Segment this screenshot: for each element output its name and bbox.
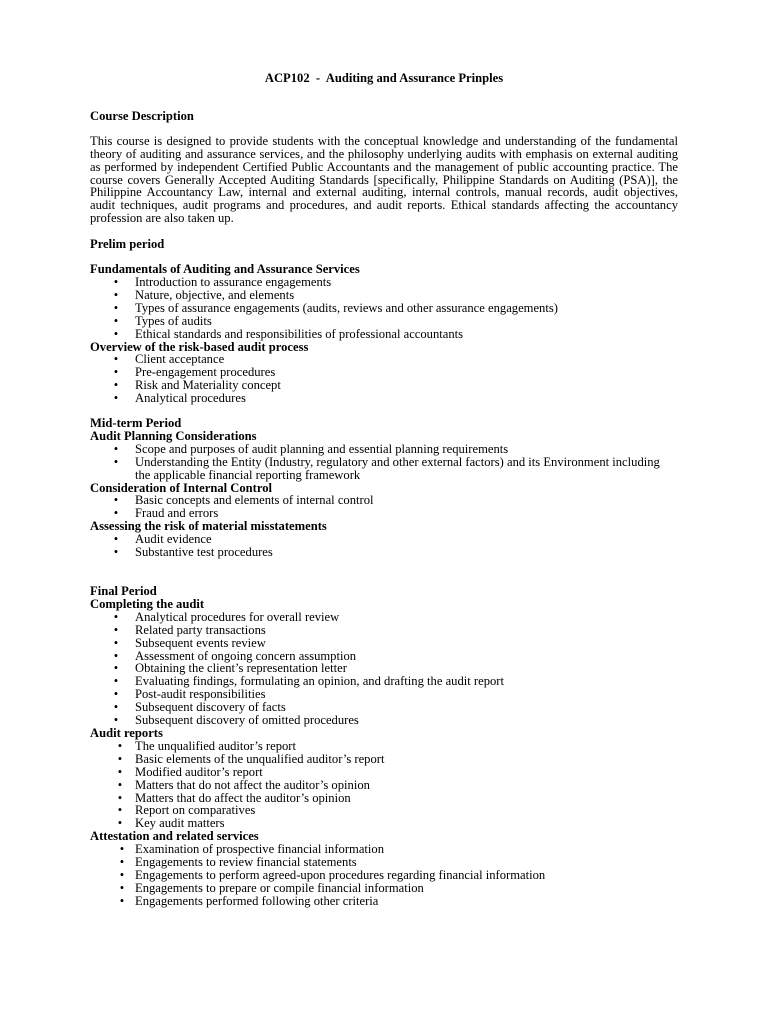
bullet-icon: •: [113, 365, 119, 380]
bullet-icon: •: [113, 274, 119, 289]
bullet-icon: •: [119, 880, 125, 895]
list-item: • Subsequent discovery of facts: [90, 701, 678, 714]
list-item: • Types of assurance engagements (audits, reviews and other assurance engagements): [90, 302, 678, 315]
bullet-icon: •: [117, 816, 123, 831]
list-item: • Engagements to prepare or compile financial information: [90, 882, 678, 895]
bullet-icon: •: [117, 790, 123, 805]
list-item: • Understanding the Entity (Industry, regulatory and other external factors) and its Environment including the applicable financial reporting framework: [90, 456, 678, 482]
bullet-icon: •: [113, 326, 119, 341]
midterm-heading: Mid-term Period: [90, 416, 182, 431]
topic-title: Audit Planning Considerations: [90, 428, 257, 443]
topic-title: Completing the audit: [90, 596, 205, 611]
document-page: [90, 72, 678, 908]
topic-title: Fundamentals of Auditing and Assurance Services: [90, 262, 360, 277]
bullet-icon: •: [117, 803, 123, 818]
list-item: • Audit evidence: [90, 533, 678, 546]
bullet-icon: •: [113, 661, 119, 676]
final-heading: Final Period: [90, 584, 157, 598]
bullet-icon: •: [113, 506, 119, 521]
bullet-icon: •: [113, 700, 119, 715]
bullet-icon: •: [113, 300, 119, 315]
bullet-icon: •: [113, 713, 119, 728]
bullet-icon: •: [117, 764, 123, 779]
bullet-icon: •: [113, 391, 119, 406]
list-item: • Related party transactions: [90, 624, 678, 637]
list-item: • Post-audit responsibilities: [90, 688, 678, 701]
bullet-icon: •: [119, 893, 125, 908]
list-item: • Risk and Materiality concept: [90, 379, 678, 392]
list-item: • Examination of prospective financial information: [90, 843, 678, 856]
list-item: • Key audit matters: [90, 817, 678, 830]
list-item: • Report on comparatives: [90, 804, 678, 817]
list-item: • Pre-engagement procedures: [90, 366, 678, 379]
bullet-icon: •: [113, 378, 119, 393]
topic-title: Overview of the risk-based audit process: [90, 339, 309, 354]
bullet-icon: •: [113, 648, 119, 663]
bullet-icon: •: [113, 441, 119, 456]
bullet-icon: •: [117, 777, 123, 792]
bullet-icon: •: [119, 867, 125, 882]
topic-title: Assessing the risk of material misstatements: [90, 519, 327, 534]
list-item: • Types of audits: [90, 315, 678, 328]
list-item: • Obtaining the client’s representation letter: [90, 662, 678, 675]
bullet-icon: •: [113, 454, 119, 469]
bullet-icon: •: [119, 842, 125, 857]
list-item: • Subsequent events review: [90, 637, 678, 650]
bullet-icon: •: [119, 855, 125, 870]
bullet-icon: •: [113, 352, 119, 367]
topic-title: Audit reports: [90, 725, 163, 740]
bullet-icon: •: [113, 674, 119, 689]
list-item: • Scope and purposes of audit planning and essential planning requirements: [90, 443, 678, 456]
list-item: • Ethical standards and responsibilities of professional accountants: [90, 328, 678, 341]
page-title: ACP102 - Auditing and Assurance Prinples: [264, 71, 504, 85]
bullet-icon: •: [117, 738, 123, 753]
list-item: • Matters that do affect the auditor’s opinion: [90, 792, 678, 805]
list-item: • Introduction to assurance engagements: [90, 276, 678, 289]
course-description-text: This course is designed to provide students with the conceptual knowledge and understanding of the fundamental theory of auditing and assurance services, and the philosophy underlying audits with emphasis on external auditing as performed by independent Certified Public Accountants and the management of public accounting practice. The course covers Generally Accepted Auditing Standards [specifically, Philippine Standards on Auditing (PSA)], the Philippine Accountancy Law, internal and external auditing, internal controls, manual records, audit objectives, audit techniques, audit programs and procedures, and audit reports. Ethical standards affecting the accountancy profession are also taken up.: [90, 133, 678, 226]
list-item: • Basic elements of the unqualified auditor’s report: [90, 753, 678, 766]
bullet-icon: •: [117, 751, 123, 766]
bullet-icon: •: [113, 532, 119, 547]
bullet-icon: •: [113, 545, 119, 560]
list-item: • Engagements performed following other criteria: [90, 895, 678, 908]
list-item: • Nature, objective, and elements: [90, 289, 678, 302]
list-item: • Matters that do not affect the auditor’s opinion: [90, 779, 678, 792]
list-item: • Evaluating findings, formulating an opinion, and drafting the audit report: [90, 675, 678, 688]
bullet-icon: •: [113, 609, 119, 624]
bullet-icon: •: [113, 635, 119, 650]
list-item: • Engagements to review financial statements: [90, 856, 678, 869]
course-description-heading: Course Description: [90, 108, 194, 123]
list-item: • Assessment of ongoing concern assumption: [90, 650, 678, 663]
list-item: • Engagements to perform agreed-upon procedures regarding financial information: [90, 869, 678, 882]
bullet-icon: •: [113, 687, 119, 702]
list-item: • Client acceptance: [90, 353, 678, 366]
list-item: • The unqualified auditor’s report: [90, 740, 678, 753]
bullet-icon: •: [113, 622, 119, 637]
list-item: • Fraud and errors: [90, 507, 678, 520]
bullet-icon: •: [113, 493, 119, 508]
prelim-heading: Prelim period: [90, 237, 165, 252]
list-item: • Analytical procedures: [90, 392, 678, 405]
bullet-icon: •: [113, 313, 119, 328]
list-item: • Analytical procedures for overall review: [90, 611, 678, 624]
list-item: • Subsequent discovery of omitted procedures: [90, 714, 678, 727]
bullet-icon: •: [113, 287, 119, 302]
list-item: • Substantive test procedures: [90, 546, 678, 559]
topic-title: Attestation and related services: [90, 829, 259, 844]
list-item: • Modified auditor’s report: [90, 766, 678, 779]
topic-title: Consideration of Internal Control: [90, 480, 273, 495]
list-item: • Basic concepts and elements of internal control: [90, 494, 678, 507]
